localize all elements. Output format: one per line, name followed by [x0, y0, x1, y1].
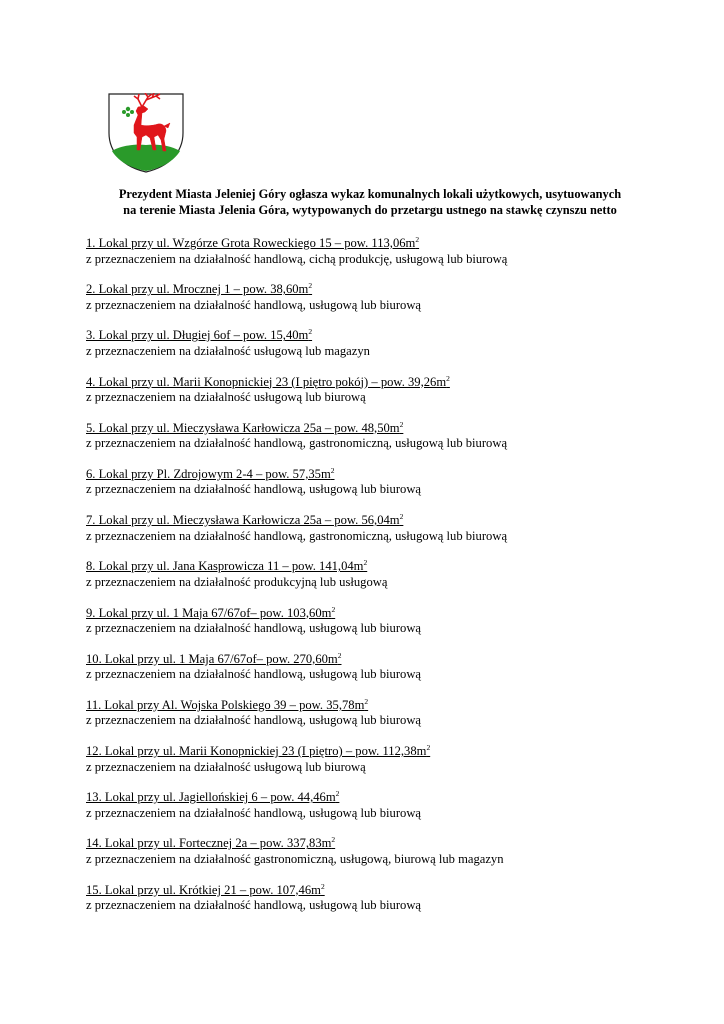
premises-title — [86, 883, 686, 899]
premises-address-area: 4. Lokal przy ul. Marii Konopnickiej 23 (I piętro pokój) – pow. 39,26m — [86, 374, 447, 389]
premises-purpose: z przeznaczeniem na działalność handlową, usługową lub biurową — [86, 898, 422, 913]
premises-address-area: 3. Lokal przy ul. Długiej 6of – pow. 15,40m — [86, 328, 309, 343]
premises-title — [86, 467, 686, 483]
list-item — [86, 467, 686, 513]
premises-purpose: z przeznaczeniem na działalność handlową, gastronomiczną, usługową lub biurową — [86, 528, 508, 543]
coat-of-arms-icon — [108, 93, 184, 173]
premises-purpose: z przeznaczeniem na działalność handlową, usługową lub biurową — [86, 621, 422, 635]
list-item — [86, 606, 686, 652]
premises-title — [86, 328, 686, 344]
premises-title — [86, 744, 686, 760]
premises-purpose: z przeznaczeniem na działalność handlową, usługową lub biurową — [86, 805, 422, 820]
area-unit-superscript: 2 — [308, 327, 313, 337]
premises-purpose: z przeznaczeniem na działalność usługową lub biurową — [86, 390, 366, 405]
area-unit-superscript: 2 — [337, 650, 342, 660]
premises-address-area: 10. Lokal przy ul. 1 Maja 67/67of– pow. 270,60m — [86, 651, 338, 666]
premises-title — [86, 282, 686, 298]
list-item — [86, 282, 686, 328]
premises-address-area: 15. Lokal przy ul. Krótkiej 21 – pow. 107,46m — [86, 882, 321, 897]
premises-address-area: 13. Lokal przy ul. Jagiellońskiej 6 – pow. 44,46m — [86, 790, 336, 805]
area-unit-superscript: 2 — [308, 281, 313, 291]
premises-title — [86, 559, 686, 575]
premises-purpose: z przeznaczeniem na działalność handlową, usługową lub biurową — [86, 482, 422, 497]
list-item — [86, 744, 686, 790]
area-unit-superscript: 2 — [363, 558, 368, 568]
area-unit-superscript: 2 — [399, 512, 404, 522]
premises-title — [86, 513, 686, 529]
list-item — [86, 559, 686, 605]
area-unit-superscript: 2 — [320, 881, 325, 891]
premises-address-area: 1. Lokal przy ul. Wzgórze Grota Roweckiego 15 – pow. 113,06m — [86, 236, 416, 250]
premises-address-area: 8. Lokal przy ul. Jana Kasprowicza 11 – pow. 141,04m — [86, 559, 364, 574]
premises-purpose: z przeznaczeniem na działalność produkcyjną lub usługową — [86, 574, 388, 589]
premises-title — [86, 790, 686, 806]
premises-list — [86, 236, 686, 929]
premises-title — [86, 836, 686, 852]
area-unit-superscript: 2 — [330, 465, 335, 475]
header-line-1: Prezydent Miasta Jeleniej Góry ogłasza wykaz komunalnych lokali użytkowych, usytuowanych — [118, 187, 622, 201]
premises-address-area: 11. Lokal przy Al. Wojska Polskiego 39 – pow. 35,78m — [86, 697, 365, 712]
premises-purpose: z przeznaczeniem na działalność handlową, cichą produkcję, usługową lub biurową — [86, 251, 508, 266]
premises-address-area: 5. Lokal przy ul. Mieczysława Karłowicza 25a – pow. 48,50m — [86, 420, 400, 435]
premises-title — [86, 236, 686, 252]
premises-purpose: z przeznaczeniem na działalność handlową, usługową lub biurową — [86, 667, 422, 682]
area-unit-superscript: 2 — [446, 373, 450, 383]
list-item — [86, 513, 686, 559]
list-item — [86, 836, 686, 882]
premises-title — [86, 606, 686, 622]
list-item — [86, 790, 686, 836]
list-item — [86, 328, 686, 374]
area-unit-superscript: 2 — [331, 835, 336, 845]
premises-purpose: z przeznaczeniem na działalność handlową, usługową lub biurową — [86, 713, 422, 728]
premises-purpose: z przeznaczeniem na działalność usługową lub magazyn — [86, 343, 370, 358]
list-item — [86, 375, 686, 421]
premises-purpose: z przeznaczeniem na działalność handlową, gastronomiczną, usługową lub biurową — [86, 436, 508, 451]
premises-address-area: 9. Lokal przy ul. 1 Maja 67/67of– pow. 103,60m — [86, 605, 332, 620]
header-line-2: na terenie Miasta Jelenia Góra, wytypowanych do przetargu ustnego na stawkę czynszu netto — [123, 203, 617, 217]
premises-address-area: 12. Lokal przy ul. Marii Konopnickiej 23 (I piętro) – pow. 112,38m — [86, 744, 427, 759]
area-unit-superscript: 2 — [335, 789, 340, 799]
premises-address-area: 7. Lokal przy ul. Mieczysława Karłowicza 25a – pow. 56,04m — [86, 513, 400, 528]
area-unit-superscript: 2 — [331, 604, 336, 614]
list-item — [86, 652, 686, 698]
premises-title — [86, 375, 686, 391]
premises-address-area: 6. Lokal przy Pl. Zdrojowym 2-4 – pow. 57,35m — [86, 466, 331, 481]
premises-purpose: z przeznaczeniem na działalność handlową, usługową lub biurową — [86, 297, 422, 312]
premises-purpose: z przeznaczeniem na działalność usługową lub biurową — [86, 759, 366, 774]
list-item — [86, 883, 686, 929]
area-unit-superscript: 2 — [364, 696, 369, 706]
area-unit-superscript: 2 — [399, 419, 404, 429]
premises-title — [86, 698, 686, 714]
premises-address-area: 14. Lokal przy ul. Fortecznej 2a – pow. 337,83m — [86, 836, 332, 851]
area-unit-superscript: 2 — [415, 235, 420, 244]
list-item — [86, 236, 686, 282]
premises-address-area: 2. Lokal przy ul. Mrocznej 1 – pow. 38,60m — [86, 282, 309, 297]
list-item — [86, 421, 686, 467]
premises-title — [86, 652, 686, 668]
premises-purpose: z przeznaczeniem na działalność gastronomiczną, usługową, biurową lub magazyn — [86, 851, 504, 866]
premises-title — [86, 421, 686, 437]
list-item — [86, 698, 686, 744]
announcement-header — [60, 186, 680, 218]
area-unit-superscript: 2 — [426, 743, 431, 753]
